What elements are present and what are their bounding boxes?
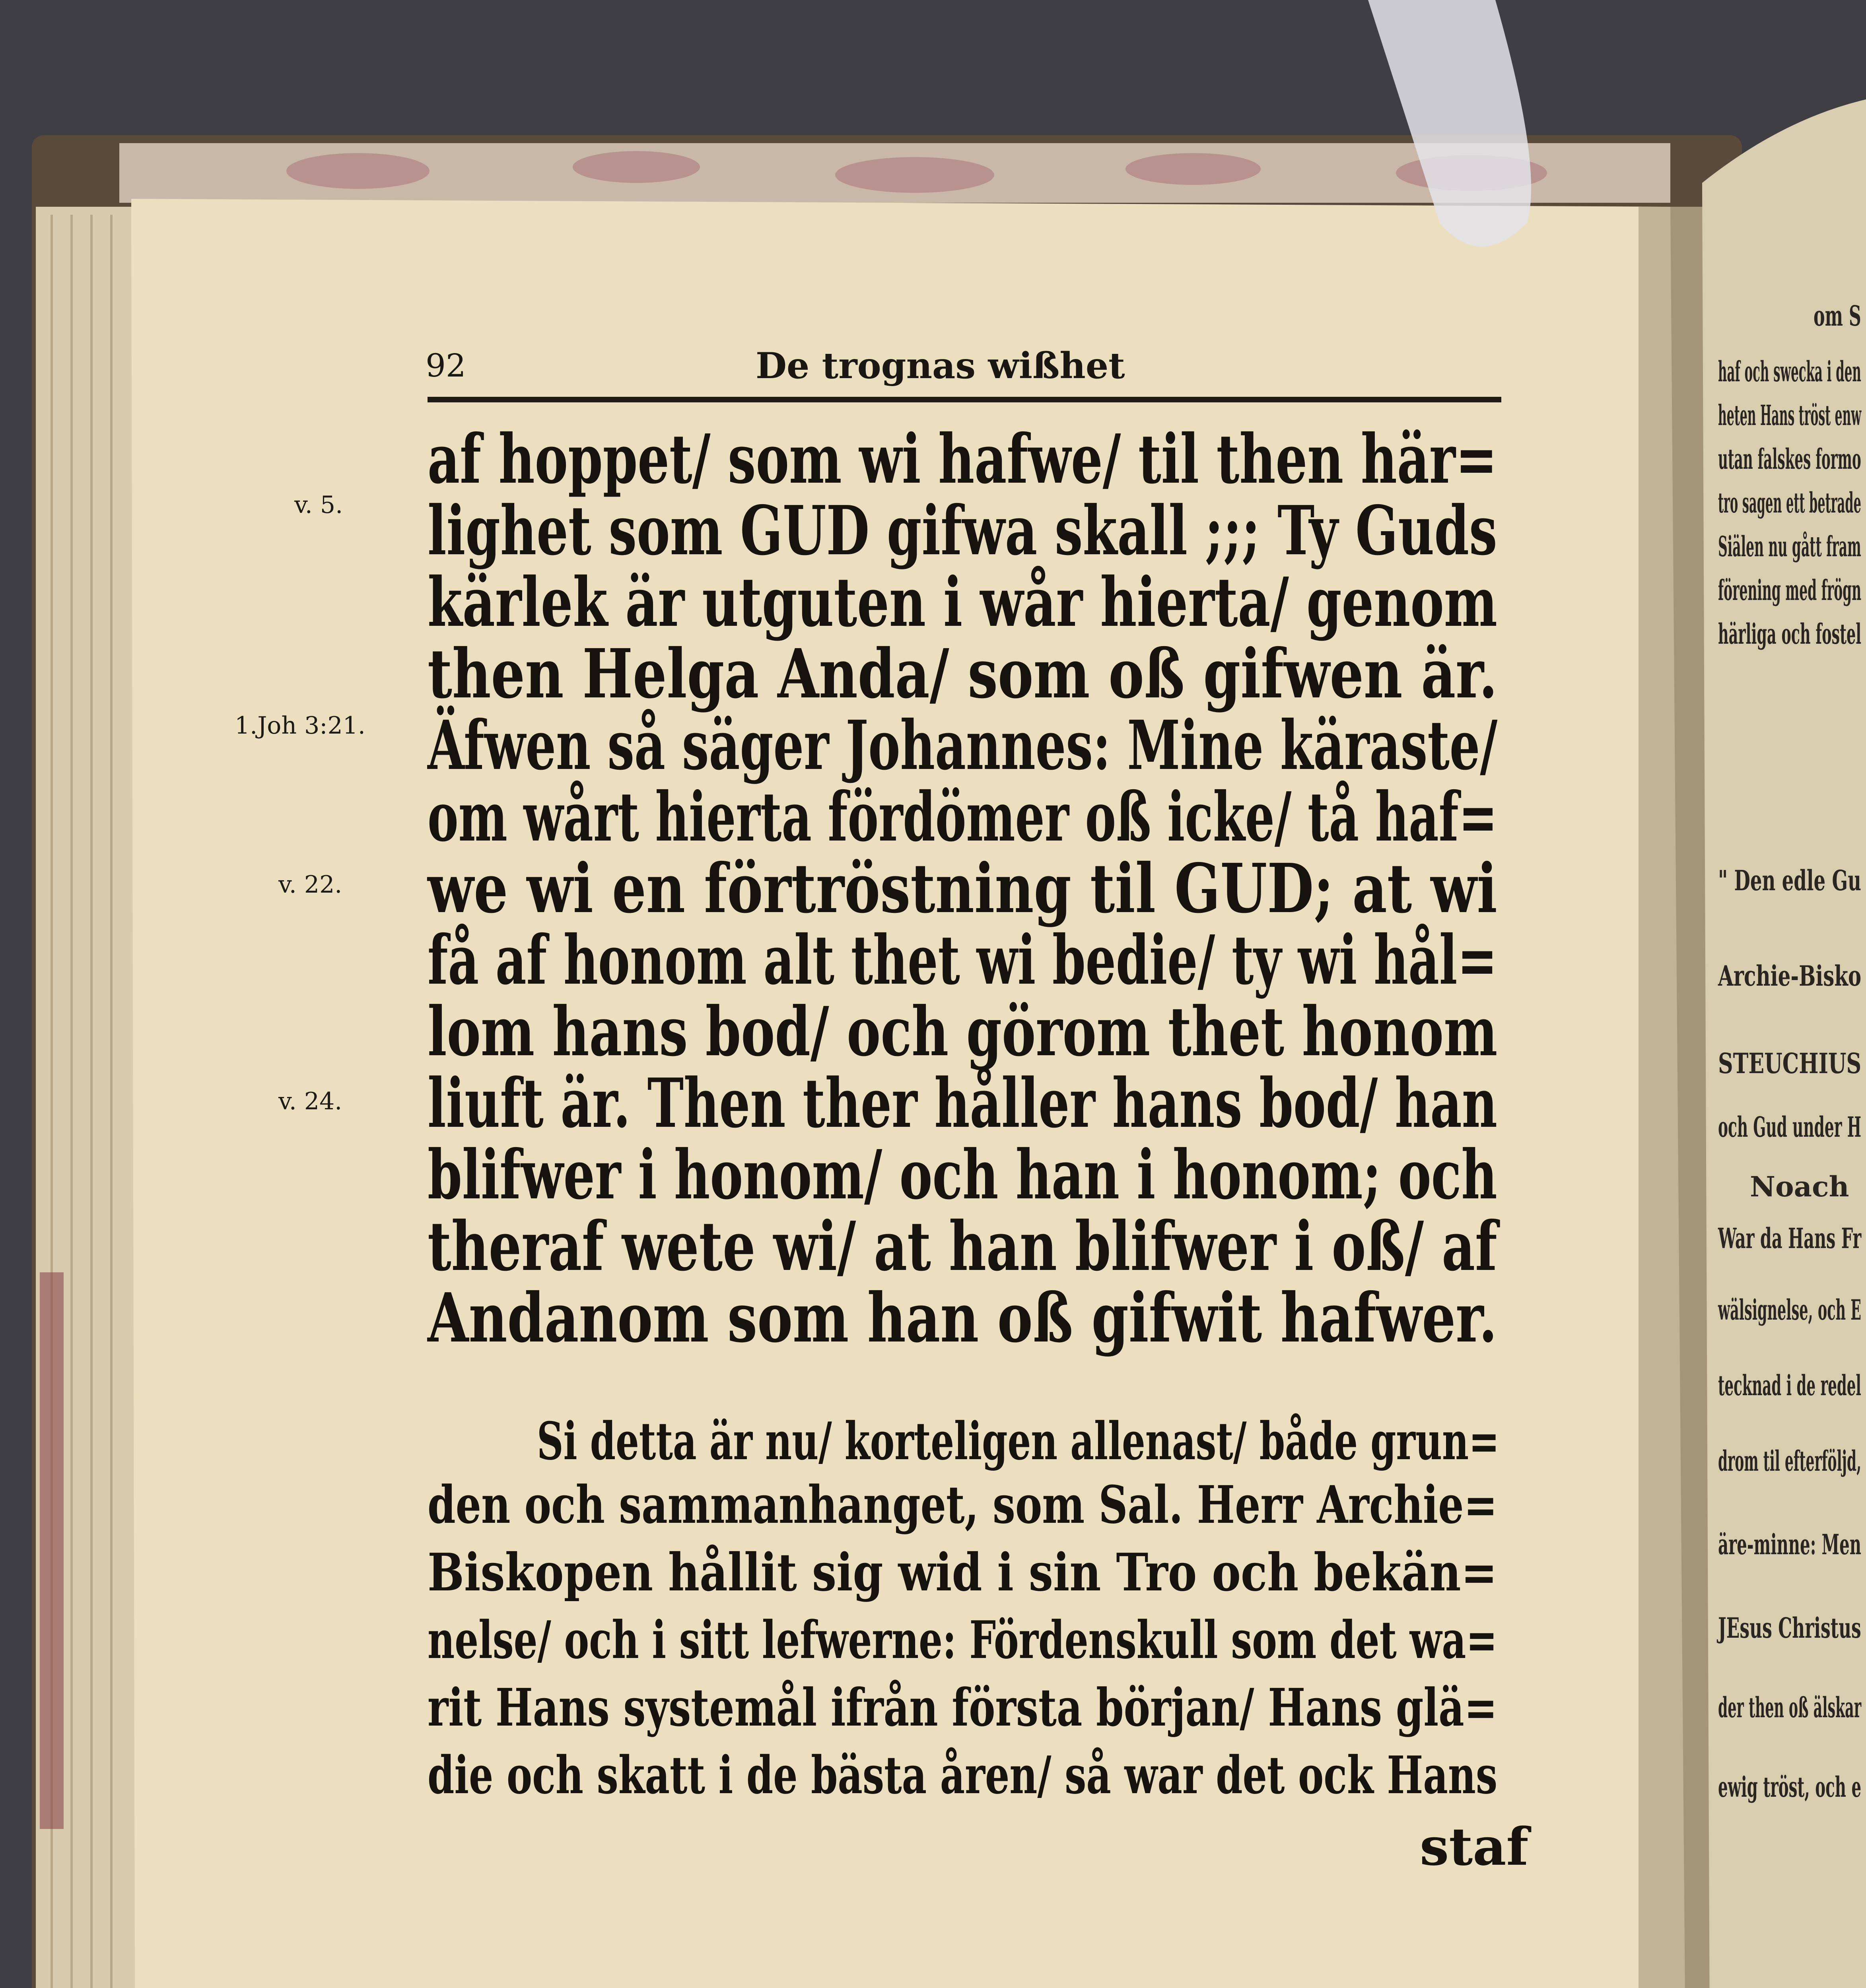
facing-page-line: och Gud under H <box>1718 1110 1862 1143</box>
facing-page-line: härliga och fostel <box>1718 617 1862 650</box>
facing-page-line: utan falskes formo <box>1718 443 1861 476</box>
facing-page-line: Siälen nu gått fram <box>1718 530 1861 563</box>
paragraph-line: die och skatt i de bästa åren/ så war det ock Hans <box>428 1745 1498 1806</box>
facing-page-line: der then oß älskar <box>1718 1691 1862 1724</box>
catchword: staf <box>1420 1816 1529 1877</box>
facing-page-line: " Den edle Gu <box>1718 864 1861 897</box>
margin-note-1joh: 1.Joh 3:21. <box>235 712 365 740</box>
facing-page-line: War da Hans Fr <box>1718 1222 1862 1255</box>
body-line: lighet som GUD gifwa skall ;;; Ty Guds <box>428 491 1497 571</box>
paragraph-line: Si detta är nu/ korteligen allenast/ både grun= <box>537 1411 1500 1472</box>
running-head: De trognas wißhet <box>756 345 1125 387</box>
body-line: liuft är. Then ther håller hans bod/ han <box>428 1064 1497 1143</box>
paragraph-line: den och sammanhanget, som Sal. Herr Archie= <box>428 1474 1498 1535</box>
margin-note-v24: v. 24. <box>278 1087 342 1115</box>
facing-page-line: heten Hans tröst enw <box>1718 399 1862 432</box>
facing-page-line: drom til efterföljd, <box>1718 1444 1862 1477</box>
margin-note-v5: v. 5. <box>294 491 343 519</box>
facing-page-line: Noach <box>1750 1170 1849 1203</box>
facing-page-line: äre-minne: Men <box>1718 1528 1861 1561</box>
body-line: then Helga Anda/ som oß gifwen är. <box>428 634 1498 714</box>
facing-page-line: tro sagen ett betrade <box>1718 486 1861 519</box>
facing-page-line: tecknad i de redel <box>1718 1369 1861 1402</box>
page-number: 92 <box>426 347 466 384</box>
body-line: theraf wete wi/ at han blifwer i oß/ af <box>428 1207 1497 1286</box>
body-line: blifwer i honom/ och han i honom; och <box>428 1135 1497 1215</box>
facing-page-line: haf och swecka i den <box>1718 355 1861 388</box>
body-line: we wi en förtröstning til GUD; at wi <box>428 849 1497 928</box>
body-line: kärlek är utguten i wår hierta/ genom <box>428 563 1497 642</box>
facing-page-head: om S <box>1814 299 1861 332</box>
body-line: Andanom som han oß gifwit hafwer. <box>428 1278 1497 1358</box>
paragraph-line: nelse/ och i sitt lefwerne: Fördenskull som det wa= <box>428 1609 1498 1670</box>
facing-page-line: STEUCHIUS <box>1718 1047 1862 1080</box>
paragraph-line: rit Hans systemål ifrån första början/ Hans glä= <box>428 1677 1498 1738</box>
body-line: lom hans bod/ och görom thet honom <box>428 992 1498 1072</box>
paragraph-line: Biskopen hållit sig wid i sin Tro och bekän= <box>428 1542 1497 1603</box>
facing-page-line: förening med frögn <box>1718 574 1862 607</box>
body-line: om wårt hierta fördömer oß icke/ tå haf= <box>428 777 1498 857</box>
body-line: Äfwen så säger Johannes: Mine käraste/ <box>428 706 1498 785</box>
body-line: få af honom alt thet wi bedie/ ty wi hål= <box>428 920 1497 1000</box>
facing-page-line: wälsignelse, och E <box>1718 1293 1861 1326</box>
facing-page-line: Archie-Bisko <box>1718 959 1862 992</box>
facing-page-line: ewig tröst, och e <box>1718 1771 1862 1804</box>
margin-note-v22: v. 22. <box>278 871 342 899</box>
facing-page-line: JEsus Christus <box>1718 1611 1861 1644</box>
body-line: af hoppet/ som wi hafwe/ til then här= <box>428 419 1497 499</box>
